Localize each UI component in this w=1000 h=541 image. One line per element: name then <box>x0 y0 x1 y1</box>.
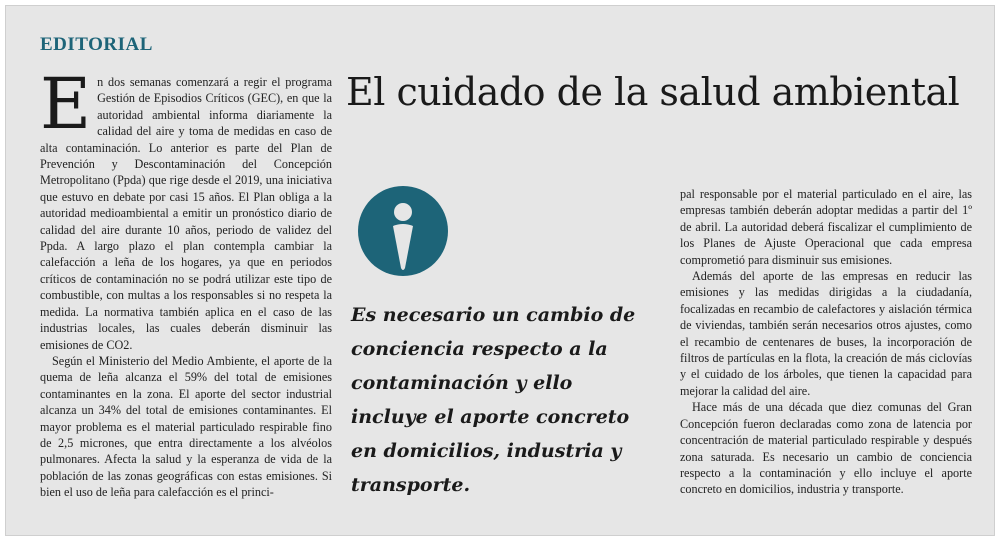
paragraph-text: n dos semanas comenzará a regir el programa Gestión de Episodios Críticos (GEC), en que la autoridad ambiental informa diariamente la calidad del aire y toma de medidas en caso de alta contaminación. Lo anterior es parte del Plan de Prevención y Descontaminación del Concepción Metropolitano (Ppda) que rige desde el 2019, una iniciativa que estuvo en debate por casi 15 años. El Plan obliga a la autoridad medioambiental a emitir un pronóstico diario de calidad del aire durante 10 años, periodo de validez del Ppda. A largo plazo el plan contempla cambiar la calefacción a leña de los hogares, ya que en periodos críticos de contaminación no se podrá utilizar este tipo de combustible, con multas a los responsables si no respeta la medida. La normativa también aplica en el caso de las industrias locales, las cuales deberán disminuir las emisiones de CO2. <box>40 75 332 352</box>
pull-quote: Es necesario un cambio de conciencia respecto a la contaminación y ello incluye el aporte concreto en domicilios, industria y transporte. <box>351 304 636 496</box>
body-column-left <box>40 63 332 501</box>
paragraph: Según el Ministerio del Medio Ambiente, el aporte de la quema de leña alcanza el 59% del total de emisiones contaminantes en la zona. El aporte del sector industrial alcanza un 34% del total de emisiones contaminantes. El mayor problema es el material particulado respirable fino de 2,5 micrones, que entra directamente a los alvéolos pulmonares. Afecta la salud y la esperanza de vida de la población de las zonas geográficas con estas emisiones. Si bien el uso de leña para calefacción es el princi- <box>40 353 332 500</box>
paragraph: pal responsable por el material particulado en el aire, las empresas también deberán adoptar medidas a partir del 1º de abril. La autoridad deberá fiscalizar el cumplimiento de los Planes de Ajuste Operacional que cada empresa comprometió para disminuir sus emisiones. <box>680 187 972 267</box>
section-label: EDITORIAL <box>40 34 153 55</box>
body-column-right <box>680 186 972 498</box>
paragraph: Además del aporte de las empresas en reducir las emisiones y las medidas dirigidas a la ciudadanía, focalizadas en recambio de calefactores y aislación térmica de viviendas, también serán necesarios otros ajustes, como el recambio de centenares de buses, la incorporación de filtros de partículas en la flota, la creación de más ciclovías y el cuidado de los árboles, que tienen la capacidad para mejorar la calidad del aire. <box>680 269 972 398</box>
headline: El cuidado de la salud ambiental <box>346 70 960 114</box>
drop-cap: E <box>40 63 92 145</box>
paragraph: Hace más de una década que diez comunas del Gran Concepción fueron declaradas como zona de latencia por concentración de material particulado respirable y después zona saturada. Es necesario un cambio de conciencia respecto a la contaminación y ello incluye el aporte concreto en domicilios, industria y transporte. <box>680 400 972 497</box>
info-icon <box>358 186 448 276</box>
paragraph <box>40 63 332 353</box>
editorial-page <box>5 5 995 536</box>
